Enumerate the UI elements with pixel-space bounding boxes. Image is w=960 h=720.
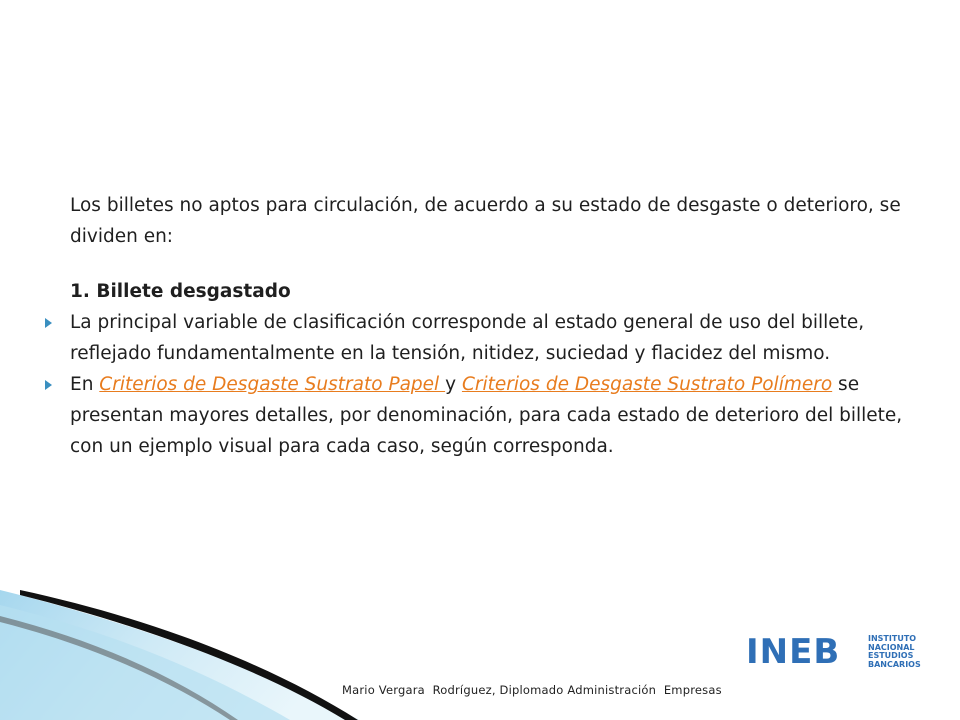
footer-author: Mario Vergara Rodríguez, Diplomado Administración Empresas <box>342 683 722 697</box>
bullet-item-criteria <box>70 369 930 462</box>
link-criterios-polimero[interactable]: Criterios de Desgaste Sustrato Polímero <box>461 374 833 395</box>
bullet-text-suffix: se presentan mayores detalles, por denominación, para cada estado de deterioro del billete, con un ejemplo visual para cada caso, según corresponda. <box>70 374 903 457</box>
bullet-list <box>70 307 930 462</box>
logo-line: INSTITUTO <box>868 634 917 643</box>
bullet-text-mid: y <box>445 374 462 395</box>
logo-line: NACIONAL <box>868 642 915 652</box>
section-heading: 1. Billete desgastado <box>70 281 291 302</box>
ineb-logo <box>746 634 942 670</box>
bullet-text: La principal variable de clasificación corresponde al estado general de uso del billete, reflejado fundamentalmente en la tensión, nitidez, suciedad y flacidez del mismo. <box>70 312 865 364</box>
link-criterios-papel[interactable]: Criterios de Desgaste Sustrato Papel <box>99 374 446 395</box>
triangle-right-icon <box>45 380 52 390</box>
bullet-text-prefix: En <box>70 374 100 395</box>
logo-line: BANCARIOS <box>868 659 921 669</box>
intro-paragraph: Los billetes no aptos para circulación, de acuerdo a su estado de desgaste o deterioro, se dividen en: <box>70 195 901 247</box>
logo-mark: INEB <box>746 632 841 672</box>
logo-line: ESTUDIOS <box>868 651 914 661</box>
logo-subtitle <box>868 635 944 669</box>
body-content <box>70 190 930 462</box>
bullet-item-usage <box>70 307 930 369</box>
triangle-right-icon <box>45 318 52 328</box>
